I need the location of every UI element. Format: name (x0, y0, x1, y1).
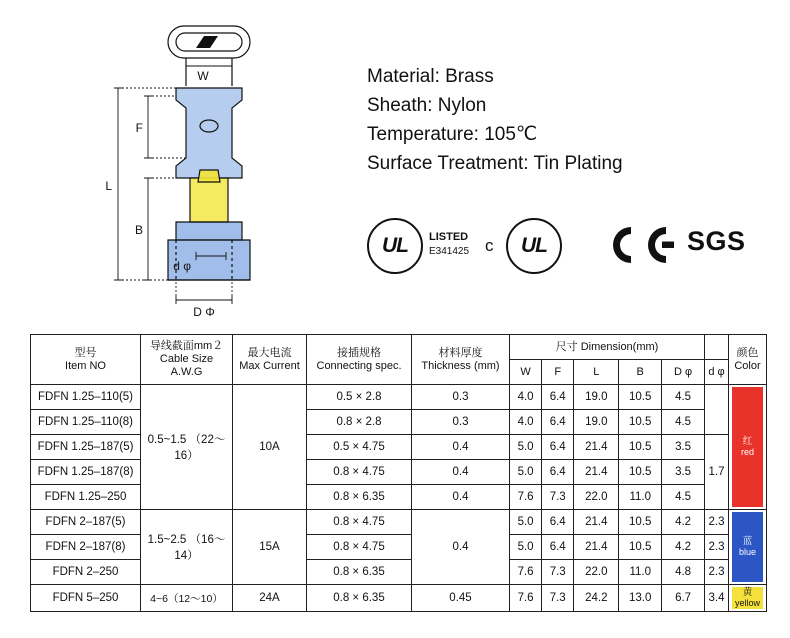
cable-size-awg: （22～16） (174, 434, 226, 462)
cell-connecting: 0.5 × 2.8 (307, 385, 412, 410)
cell-dsmall: 2.3 (705, 560, 729, 585)
ul-listed-label: LISTED (429, 231, 469, 243)
cable-size-awg: （16～14） (174, 534, 226, 562)
cell-l: 24.2 (574, 585, 619, 612)
cell-f: 6.4 (542, 535, 574, 560)
color-label-en: yellow (734, 598, 760, 608)
cell-dsmall: 2.3 (705, 510, 729, 535)
header-item-en: Item NO (65, 359, 106, 372)
cell-connecting: 0.8 × 2.8 (307, 410, 412, 435)
cell-thickness: 0.3 (412, 410, 510, 435)
cell-cable-size (141, 385, 233, 510)
cell-dphi: 6.7 (662, 585, 705, 612)
spec-surface-treatment: Surface Treatment: Tin Plating (367, 153, 623, 174)
color-label-cn: 蓝 (742, 536, 753, 547)
cell-max-current: 15A (233, 510, 307, 585)
header-w: W (510, 360, 542, 385)
cell-thickness: 0.45 (412, 585, 510, 612)
header-item-cn: 型号 (74, 346, 97, 359)
cell-item: FDFN 1.25–187(5) (31, 435, 141, 460)
cell-max-current: 10A (233, 385, 307, 510)
cell-w: 5.0 (510, 510, 542, 535)
cell-b: 10.5 (619, 460, 662, 485)
cell-item: FDFN 1.25–110(8) (31, 410, 141, 435)
cell-dphi: 4.8 (662, 560, 705, 585)
color-label-en: red (740, 447, 754, 457)
cell-w: 7.6 (510, 585, 542, 612)
cell-w: 4.0 (510, 410, 542, 435)
cell-b: 11.0 (619, 560, 662, 585)
cell-thickness: 0.4 (412, 485, 510, 510)
cell-f: 6.4 (542, 385, 574, 410)
table-row (31, 510, 767, 535)
cell-dphi: 3.5 (662, 435, 705, 460)
cell-thickness: 0.4 (412, 460, 510, 485)
cell-dsmall: 2.3 (705, 535, 729, 560)
header-color-cn: 颜色 (736, 346, 759, 359)
cell-w: 4.0 (510, 385, 542, 410)
spec-material: Material: Brass (367, 66, 494, 87)
ul-listed-text (429, 230, 469, 259)
cell-item: FDFN 1.25–110(5) (31, 385, 141, 410)
header-cable-en: Cable Size A.W.G (159, 353, 214, 378)
cell-thickness: 0.4 (412, 510, 510, 585)
table-row (31, 385, 767, 410)
cell-l: 21.4 (574, 535, 619, 560)
cell-f: 6.4 (542, 510, 574, 535)
spec-list (367, 62, 777, 178)
cell-l: 19.0 (574, 385, 619, 410)
table-row (31, 585, 767, 612)
cell-f: 7.3 (542, 560, 574, 585)
label-dphi-cap: D Φ (193, 305, 215, 319)
cell-color (729, 585, 767, 612)
label-dphi-small: d φ (173, 259, 191, 273)
cell-connecting: 0.8 × 4.75 (307, 510, 412, 535)
cell-dphi: 3.5 (662, 460, 705, 485)
cell-w: 7.6 (510, 560, 542, 585)
cable-size-value: 1.5~2.5 (147, 534, 187, 546)
header-b: B (619, 360, 662, 385)
cell-b: 10.5 (619, 385, 662, 410)
cell-l: 21.4 (574, 435, 619, 460)
color-label-cn: 红 (742, 436, 753, 447)
cell-thickness: 0.3 (412, 385, 510, 410)
color-label-en: blue (738, 547, 756, 557)
cell-b: 11.0 (619, 485, 662, 510)
header-f: F (542, 360, 574, 385)
spec-sheath: Sheath: Nylon (367, 95, 487, 116)
header-color-en: Color (734, 359, 761, 372)
cell-item: FDFN 1.25–250 (31, 485, 141, 510)
cell-connecting: 0.8 × 6.35 (307, 585, 412, 612)
cell-item: FDFN 2–250 (31, 560, 141, 585)
header-dphi: D φ (662, 360, 705, 385)
ul-logo-text: UL (382, 234, 408, 257)
cell-connecting: 0.8 × 6.35 (307, 485, 412, 510)
cable-size-value: 0.5~1.5 (147, 434, 187, 446)
cell-color (729, 510, 767, 585)
cell-color (729, 385, 767, 510)
cell-item: FDFN 2–187(8) (31, 535, 141, 560)
cell-max-current: 24A (233, 585, 307, 612)
cell-f: 6.4 (542, 460, 574, 485)
cell-cable-size: 4~6（12～10） (141, 585, 233, 612)
header-thickness-en: Thickness (mm) (421, 359, 500, 372)
spec-temperature: Temperature: 105℃ (367, 124, 538, 145)
cell-dphi: 4.5 (662, 485, 705, 510)
ul-listed-number: E341425 (429, 246, 470, 257)
header-item (31, 335, 141, 385)
cul-logo-icon (506, 218, 562, 274)
cell-w: 5.0 (510, 460, 542, 485)
cell-l: 21.4 (574, 460, 619, 485)
cell-cable-size (141, 510, 233, 585)
header-cable-size (141, 335, 233, 385)
label-f: F (135, 121, 143, 135)
sgs-logo-text: SGS (687, 226, 746, 256)
header-current-cn: 最大电流 (247, 346, 292, 359)
cell-item: FDFN 5–250 (31, 585, 141, 612)
table-header-row (31, 335, 767, 360)
ce-logo-icon (604, 224, 674, 271)
cell-f: 7.3 (542, 485, 574, 510)
specification-table (30, 334, 767, 612)
header-thickness (412, 335, 510, 385)
header-connect-en: Connecting spec. (316, 359, 402, 372)
cell-f: 7.3 (542, 585, 574, 612)
header-l: L (574, 360, 619, 385)
cell-dphi: 4.2 (662, 510, 705, 535)
cell-l: 21.4 (574, 510, 619, 535)
cell-dsmall: 1.7 (705, 435, 729, 510)
cell-f: 6.4 (542, 435, 574, 460)
cell-b: 13.0 (619, 585, 662, 612)
header-dimension: 尺寸 Dimension(mm) (510, 335, 705, 360)
header-dsmall: d φ (705, 360, 729, 385)
cell-l: 22.0 (574, 560, 619, 585)
cell-dphi: 4.5 (662, 410, 705, 435)
cell-dsmall: 3.4 (705, 585, 729, 612)
header-connecting-spec (307, 335, 412, 385)
header-connect-cn: 接插规格 (337, 346, 381, 359)
ul-logo-icon (367, 218, 423, 274)
cell-item: FDFN 2–187(5) (31, 510, 141, 535)
cell-dphi: 4.2 (662, 535, 705, 560)
cul-c-prefix: c (485, 236, 494, 255)
header-max-current (233, 335, 307, 385)
cell-w: 5.0 (510, 535, 542, 560)
cul-logo-text: UL (521, 234, 547, 257)
cell-connecting: 0.8 × 4.75 (307, 535, 412, 560)
header-thickness-cn: 材料厚度 (438, 346, 483, 359)
cell-item: FDFN 1.25–187(8) (31, 460, 141, 485)
header-current-en: Max Current (239, 359, 300, 372)
certification-logos (367, 218, 777, 278)
drawing-svg (0, 0, 360, 330)
header-color (729, 335, 767, 385)
cell-dsmall (705, 385, 729, 435)
header-cable-cn: 导线截面mm２ (149, 340, 224, 352)
cell-l: 19.0 (574, 410, 619, 435)
cell-connecting: 0.8 × 6.35 (307, 560, 412, 585)
product-drawing (0, 0, 360, 330)
header-dsmall-spacer (705, 335, 729, 360)
cell-b: 10.5 (619, 510, 662, 535)
cell-w: 5.0 (510, 435, 542, 460)
color-label-cn: 黄 (742, 587, 753, 598)
label-b: B (134, 223, 143, 237)
cell-l: 22.0 (574, 485, 619, 510)
cell-f: 6.4 (542, 410, 574, 435)
cell-b: 10.5 (619, 435, 662, 460)
cell-b: 10.5 (619, 535, 662, 560)
cell-w: 7.6 (510, 485, 542, 510)
label-w: W (197, 69, 209, 83)
cell-b: 10.5 (619, 410, 662, 435)
cell-connecting: 0.5 × 4.75 (307, 435, 412, 460)
cell-thickness: 0.4 (412, 435, 510, 460)
cell-connecting: 0.8 × 4.75 (307, 460, 412, 485)
cell-dphi: 4.5 (662, 385, 705, 410)
label-l: L (105, 179, 112, 193)
